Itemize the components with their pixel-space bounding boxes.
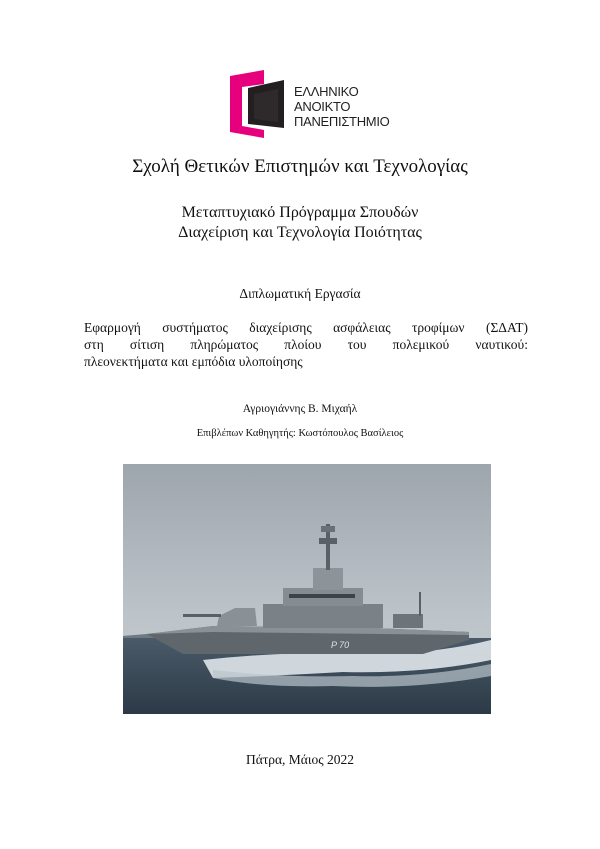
school-name: Σχολή Θετικών Επιστημών και Τεχνολογίας <box>132 156 468 177</box>
ship-mast-base <box>313 568 343 590</box>
thesis-title <box>84 319 528 370</box>
radar-antenna <box>321 526 335 532</box>
thesis-type: Διπλωματική Εργασία <box>239 286 361 301</box>
logo-line-1: ΕΛΛΗΝΙΚΟ <box>294 84 359 99</box>
title-line-2: στη σίτιση πληρώματος πλοίου του πολεμικού ναυτικού: <box>84 337 528 352</box>
hull-number: P 70 <box>331 640 350 650</box>
bridge-windows <box>289 594 355 598</box>
warship-illustration <box>123 464 491 714</box>
title-line-1: Εφαρμογή συστήματος διαχείρισης ασφάλειας τροφίμων (ΣΔΑΤ) <box>84 320 528 335</box>
radar-yard <box>319 538 337 544</box>
logo-text <box>294 84 389 129</box>
place-and-date: Πάτρα, Μάιος 2022 <box>246 752 354 767</box>
programme-line-1: Μεταπτυχιακό Πρόγραμμα Σπουδών <box>181 204 419 221</box>
gun-barrel <box>183 614 221 617</box>
author-name: Αγριογιάννης Β. Μιχαήλ <box>242 403 358 415</box>
logo-mark-icon <box>230 70 292 138</box>
supervisor: Επιβλέπων Καθηγητής: Κωστόπουλος Βασίλειος <box>196 428 404 439</box>
logo-line-3: ΠΑΝΕΠΙΣΤΗΜΙΟ <box>294 114 390 129</box>
logo-line-2: ΑΝΟΙΚΤΟ <box>294 99 351 114</box>
ship-superstructure <box>263 604 383 628</box>
programme-name <box>0 203 600 243</box>
aft-equipment <box>393 614 423 628</box>
warship-photo <box>123 464 491 714</box>
aft-mast <box>419 592 421 616</box>
programme-line-2: Διαχείριση και Τεχνολογία Ποιότητας <box>178 224 422 241</box>
university-logo <box>230 68 410 140</box>
title-line-3: πλεονεκτήματα και εμπόδια υλοποίησης <box>84 354 303 369</box>
